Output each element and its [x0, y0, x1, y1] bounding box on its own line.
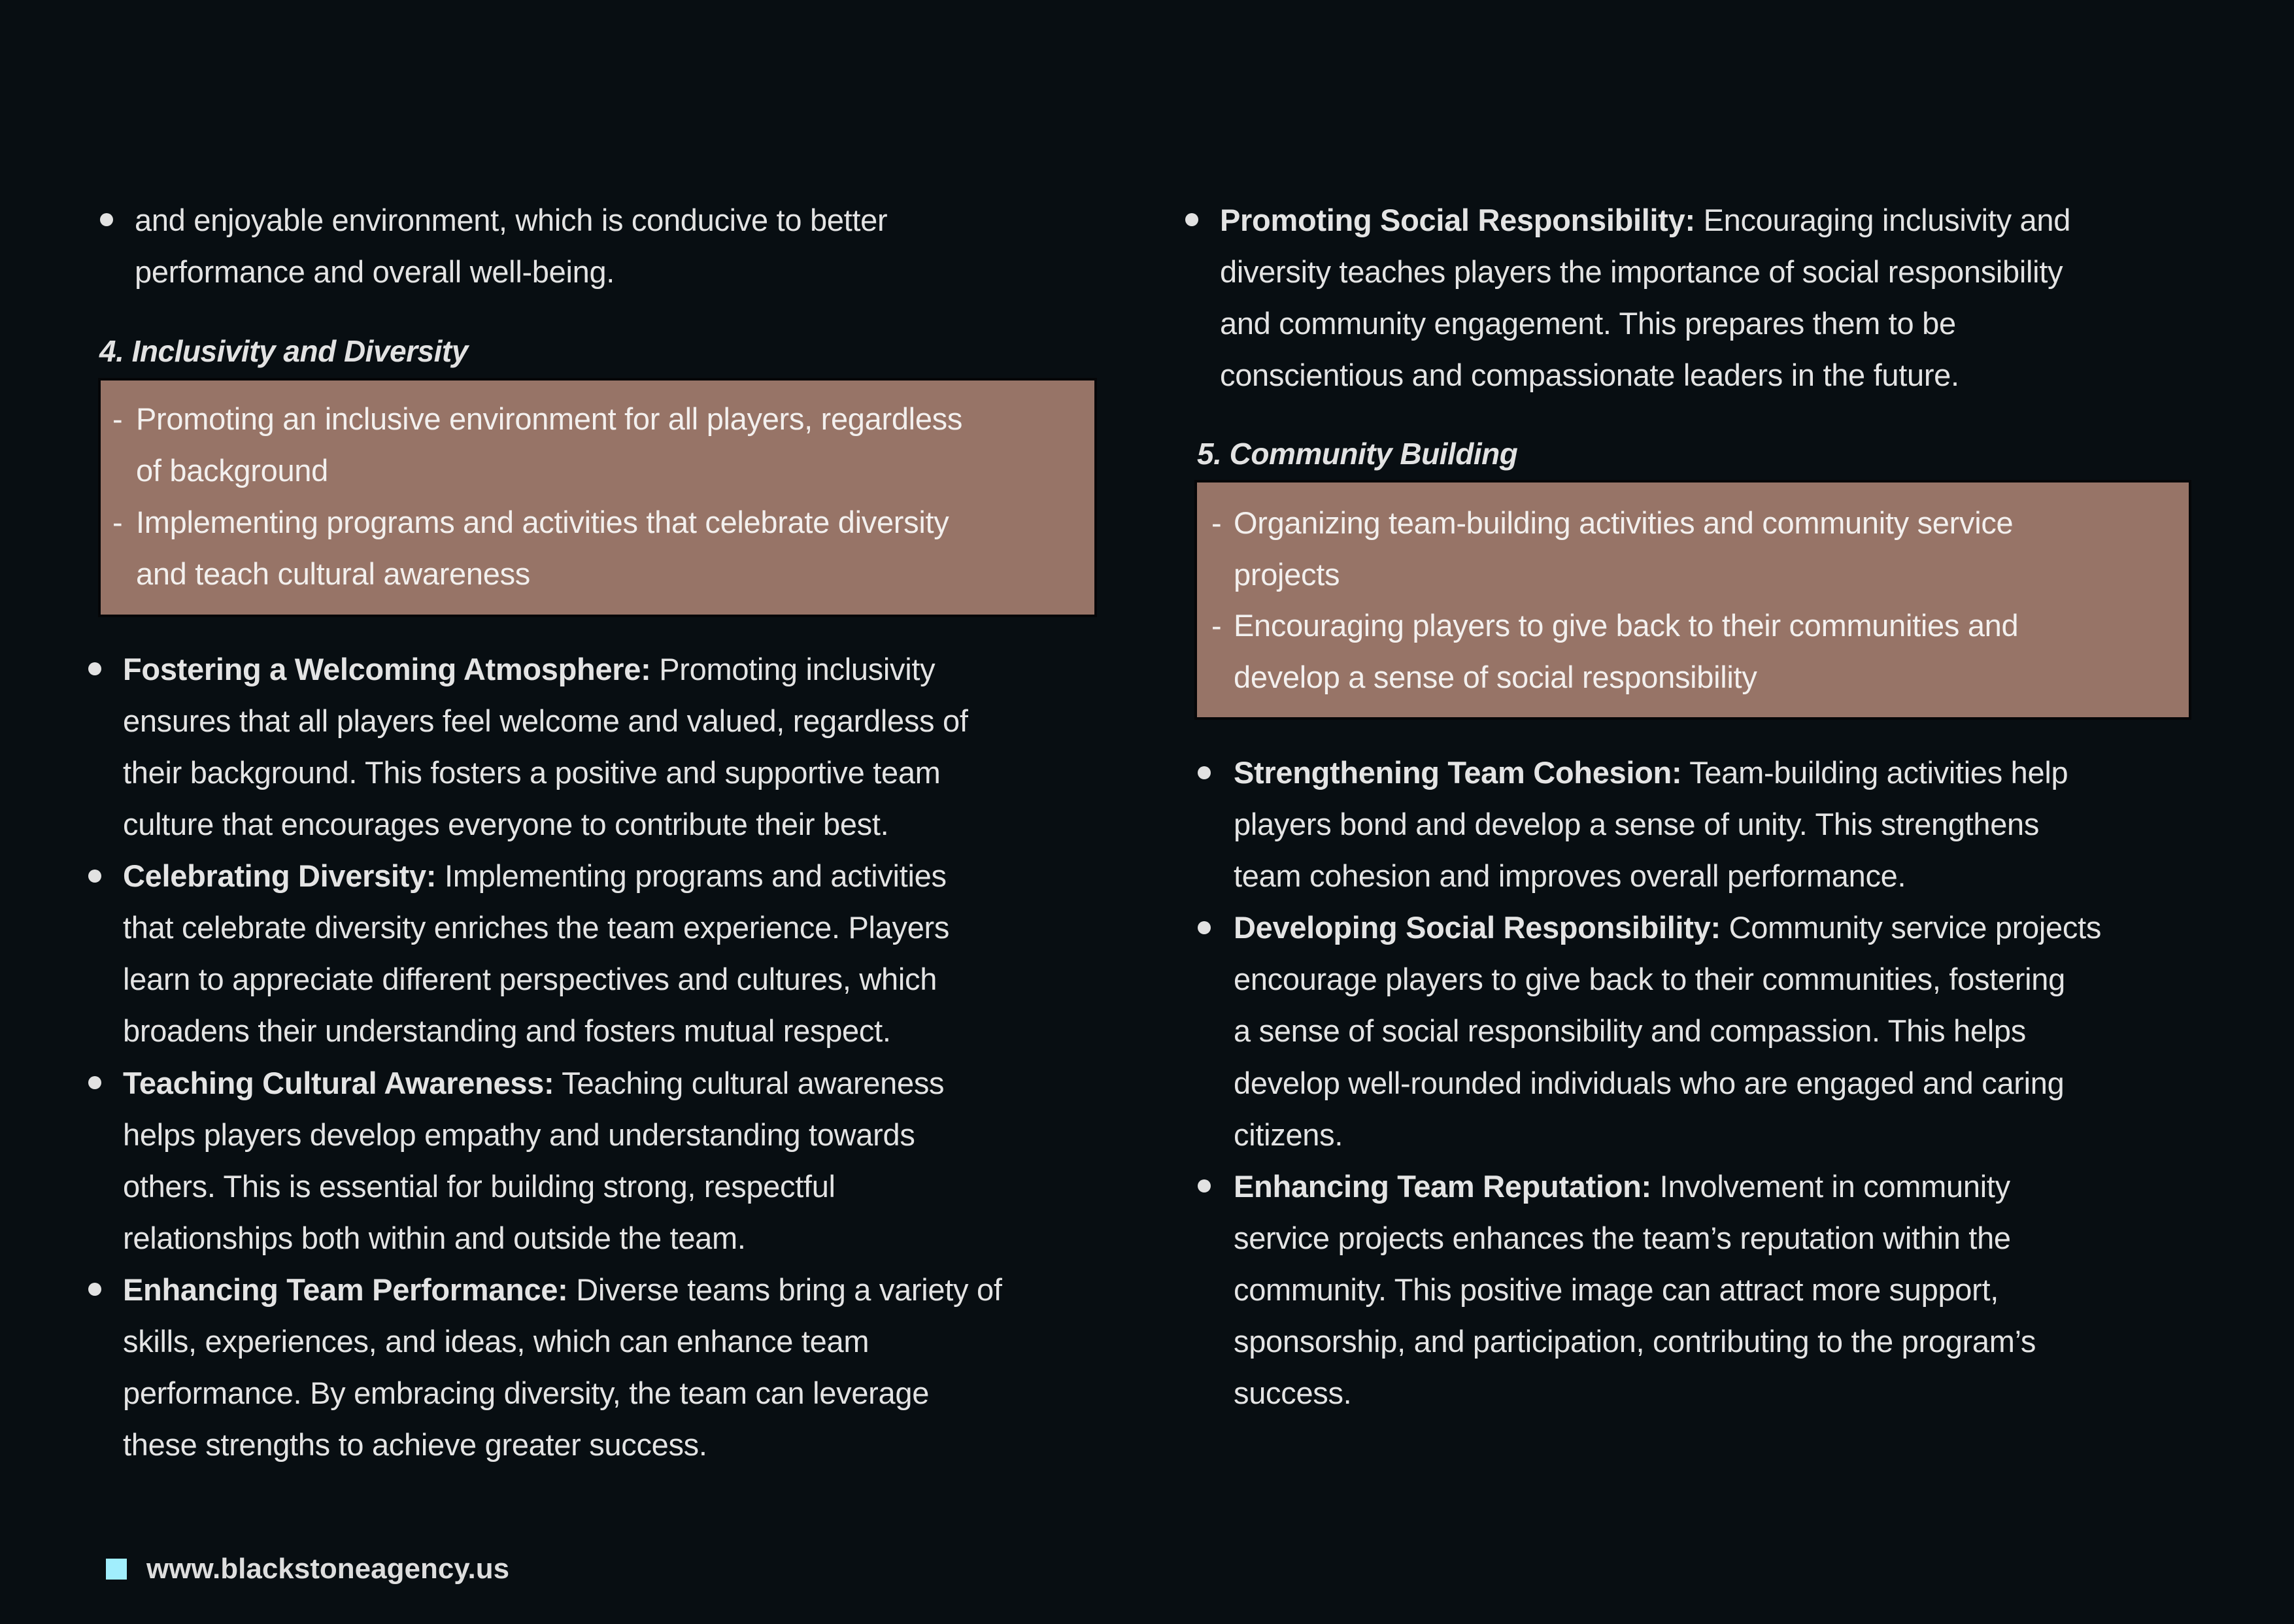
bullet-text: Implementing programs and activities [436, 858, 947, 893]
bullet-title: Developing Social Responsibility: [1234, 910, 1721, 945]
bullet-icon [88, 662, 101, 675]
text-line: players bond and develop a sense of unity. This strengthens [1234, 807, 2040, 841]
text-line: culture that encourages everyone to contribute their best. [123, 807, 889, 841]
bullet-first-line [1234, 1160, 2010, 1212]
dash-marker: - [112, 401, 123, 436]
bullet-icon [1185, 213, 1198, 226]
text-line: ensures that all players feel welcome and valued, regardless of [123, 703, 968, 738]
bullet-icon [1198, 1179, 1211, 1193]
text-line: citizens. [1234, 1117, 1343, 1152]
text-line: develop well-rounded individuals who are engaged and caring [1234, 1066, 2065, 1100]
bullet-title: Enhancing Team Reputation: [1234, 1169, 1651, 1204]
section-heading-community: 5. Community Building [1197, 437, 1518, 471]
box-line: of background [136, 453, 328, 488]
bullet-icon [88, 870, 101, 883]
bullet-title: Fostering a Welcoming Atmosphere: [123, 652, 651, 686]
text-line: performance and overall well-being. [135, 254, 615, 289]
bullet-icon [1198, 921, 1211, 934]
text-line: performance. By embracing diversity, the team can leverage [123, 1376, 930, 1410]
bullet-title: Strengthening Team Cohesion: [1234, 755, 1682, 790]
bullet-first-line [123, 643, 935, 695]
dash-marker: - [1211, 505, 1222, 540]
bullet-text: Encouraging inclusivity and [1695, 203, 2071, 237]
bullet-text: Involvement in community [1651, 1169, 2010, 1204]
bullet-first-line [1234, 902, 2101, 953]
bullet-title: Celebrating Diversity: [123, 858, 437, 893]
bullet-icon [1198, 766, 1211, 779]
text-line: success. [1234, 1376, 1352, 1410]
bullet-icon [88, 1076, 101, 1089]
dash-marker: - [112, 505, 123, 539]
box-line: Organizing team-building activities and community service [1234, 505, 2014, 540]
box-line: and teach cultural awareness [136, 556, 530, 591]
box-line: Promoting an inclusive environment for all players, regardless [136, 401, 963, 436]
box-line: projects [1234, 557, 1340, 592]
box-line: Implementing programs and activities that celebrate diversity [136, 505, 949, 539]
text-line: encourage players to give back to their communities, fostering [1234, 962, 2065, 996]
text-line: service projects enhances the team’s reputation within the [1234, 1221, 2011, 1255]
text-line: that celebrate diversity enriches the team experience. Players [123, 910, 950, 945]
text-line: these strengths to achieve greater success. [123, 1427, 707, 1462]
text-line: sponsorship, and participation, contributing to the program’s [1234, 1324, 2036, 1359]
bullet-title: Teaching Cultural Awareness: [123, 1066, 554, 1100]
text-line: skills, experiences, and ideas, which can enhance team [123, 1324, 869, 1359]
text-line: conscientious and compassionate leaders in the future. [1220, 358, 1959, 392]
bullet-first-line [123, 1264, 1002, 1315]
text-line: and community engagement. This prepares them to be [1220, 306, 1956, 341]
text-line: others. This is essential for building strong, respectful [123, 1169, 835, 1204]
text-line: helps players develop empathy and understanding towards [123, 1117, 915, 1152]
square-bullet-icon [106, 1559, 127, 1580]
bullet-first-line [123, 1057, 944, 1109]
bullet-title: Enhancing Team Performance: [123, 1272, 568, 1307]
bullet-text: Teaching cultural awareness [554, 1066, 945, 1100]
text-line: broadens their understanding and fosters mutual respect. [123, 1013, 891, 1048]
box-line: Encouraging players to give back to their communities and [1234, 608, 2019, 643]
text-line: team cohesion and improves overall performance. [1234, 858, 1906, 893]
text-line: relationships both within and outside the team. [123, 1221, 746, 1255]
section-heading-inclusivity: 4. Inclusivity and Diversity [99, 334, 468, 368]
text-line: their background. This fosters a positive and supportive team [123, 755, 941, 790]
text-line: diversity teaches players the importance of social responsibility [1220, 254, 2063, 289]
text-line: learn to appreciate different perspectives and cultures, which [123, 962, 937, 996]
text-line: community. This positive image can attract more support, [1234, 1272, 1999, 1307]
bullet-icon [100, 213, 113, 226]
footer-website-link[interactable]: www.blackstoneagency.us [146, 1553, 510, 1585]
bullet-text: Promoting inclusivity [650, 652, 936, 686]
box-line: develop a sense of social responsibility [1234, 660, 1757, 694]
bullet-text: Team-building activities help [1681, 755, 2068, 790]
bullet-first-line [1220, 194, 2070, 246]
bullet-first-line [1234, 747, 2068, 798]
bullet-text: Community service projects [1720, 910, 2102, 945]
text-line: a sense of social responsibility and compassion. This helps [1234, 1013, 2026, 1048]
bullet-title: Promoting Social Responsibility: [1220, 203, 1695, 237]
bullet-text: Diverse teams bring a variety of [567, 1272, 1002, 1307]
text-line: and enjoyable environment, which is conducive to better [135, 203, 888, 237]
bullet-icon [88, 1283, 101, 1296]
bullet-first-line [123, 850, 947, 902]
dash-marker: - [1211, 608, 1222, 643]
